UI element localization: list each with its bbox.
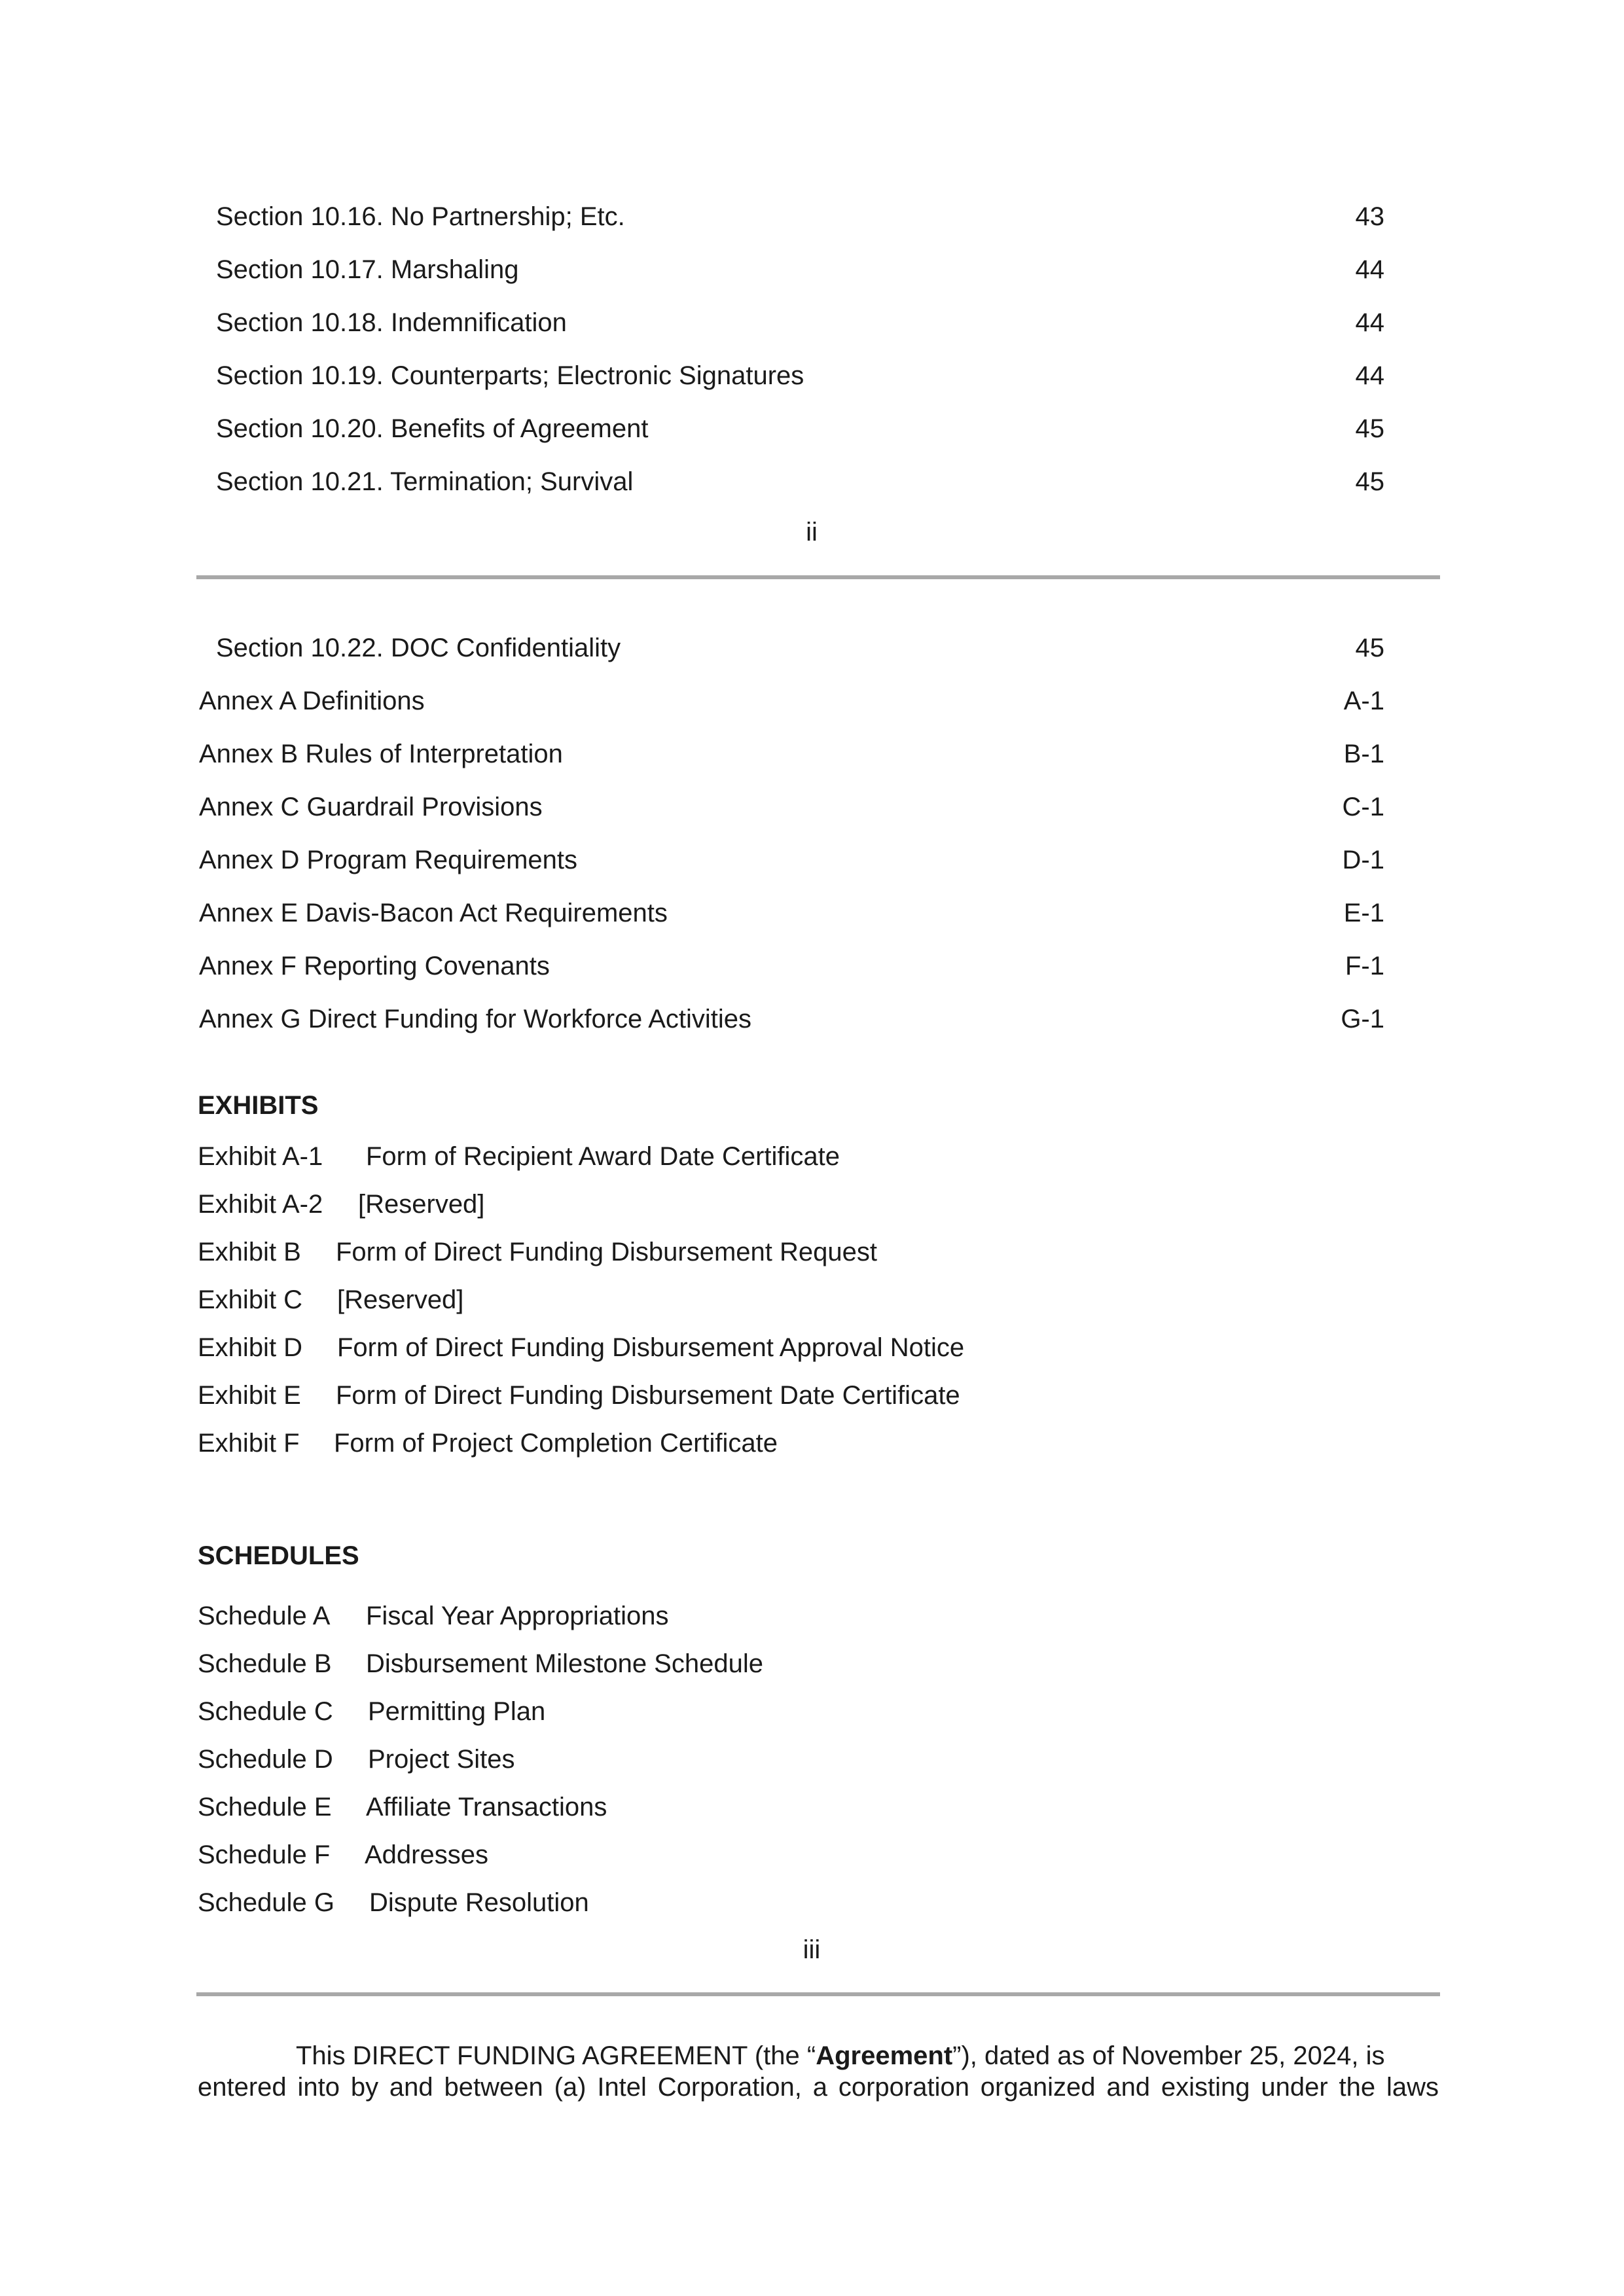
intro-text: ”), dated as of November 25, 2024, is <box>952 2041 1385 2070</box>
exhibit-item <box>198 1427 778 1459</box>
schedule-item <box>198 1648 763 1679</box>
schedules-heading: SCHEDULES <box>198 1541 359 1570</box>
toc-entry-title: Section 10.19. Counterparts; Electronic Signatures <box>216 361 804 390</box>
schedule-text: Affiliate Transactions <box>366 1793 607 1821</box>
exhibit-item <box>198 1236 877 1268</box>
exhibit-text: Form of Direct Funding Disbursement Request <box>336 1238 877 1266</box>
annex-entry-title: Annex B Rules of Interpretation <box>199 740 563 768</box>
annex-entry-title: Annex A Definitions <box>199 687 425 715</box>
exhibit-text: Form of Direct Funding Disbursement Date Certificate <box>336 1381 960 1410</box>
exhibit-item <box>198 1284 464 1316</box>
schedule-text: Fiscal Year Appropriations <box>366 1602 669 1630</box>
annex-entry-page: D-1 <box>1342 846 1384 874</box>
intro-text: This DIRECT FUNDING AGREEMENT (the “ <box>296 2041 816 2070</box>
schedule-label: Schedule C <box>198 1697 333 1726</box>
schedule-label: Schedule B <box>198 1649 332 1678</box>
schedule-text: Permitting Plan <box>368 1697 546 1726</box>
toc-entry-page: 43 <box>1355 202 1384 231</box>
intro-line <box>198 2040 1439 2072</box>
toc-entry-page: 44 <box>1355 308 1384 337</box>
schedule-item <box>198 1791 607 1823</box>
schedule-text: Addresses <box>365 1840 488 1869</box>
toc-entry-title: Section 10.21. Termination; Survival <box>216 467 634 496</box>
exhibit-label: Exhibit B <box>198 1238 301 1266</box>
defined-term: Agreement <box>816 2041 953 2070</box>
toc-entry-page: 44 <box>1355 361 1384 390</box>
annex-entry-title: Annex E Davis-Bacon Act Requirements <box>199 899 668 927</box>
exhibit-label: Exhibit D <box>198 1333 303 1362</box>
toc-entry-title: Section 10.18. Indemnification <box>216 308 567 337</box>
annex-entry-page: E-1 <box>1343 899 1384 927</box>
exhibit-text: Form of Direct Funding Disbursement Approval Notice <box>337 1333 965 1362</box>
exhibit-item <box>198 1189 485 1220</box>
page-break-rule <box>196 575 1440 579</box>
exhibit-label: Exhibit A-1 <box>198 1142 323 1171</box>
exhibit-text: [Reserved] <box>337 1285 464 1314</box>
annex-entry-page: G-1 <box>1341 1005 1384 1033</box>
annex-entry-page: F-1 <box>1345 952 1384 980</box>
annex-entry-page: A-1 <box>1343 687 1384 715</box>
schedule-item <box>198 1744 515 1775</box>
schedule-label: Schedule F <box>198 1840 331 1869</box>
toc-entry-title: Section 10.22. DOC Confidentiality <box>216 634 621 662</box>
exhibit-label: Exhibit C <box>198 1285 303 1314</box>
schedule-label: Schedule G <box>198 1888 335 1917</box>
page-break-rule <box>196 1992 1440 1996</box>
schedule-label: Schedule D <box>198 1745 333 1774</box>
schedule-item <box>198 1887 589 1918</box>
schedule-item <box>198 1696 546 1727</box>
toc-entry-title: Section 10.20. Benefits of Agreement <box>216 414 649 443</box>
exhibit-text: [Reserved] <box>358 1190 485 1219</box>
annex-entry-page: B-1 <box>1343 740 1384 768</box>
exhibit-text: Form of Project Completion Certificate <box>334 1429 778 1458</box>
toc-entry-page: 45 <box>1355 634 1384 662</box>
toc-entry-page: 45 <box>1355 414 1384 443</box>
schedule-text: Project Sites <box>368 1745 515 1774</box>
toc-entry-page: 44 <box>1355 255 1384 284</box>
exhibit-item <box>198 1141 840 1172</box>
intro-paragraph <box>198 2040 1439 2103</box>
schedule-item <box>198 1839 488 1871</box>
exhibit-label: Exhibit E <box>198 1381 301 1410</box>
annex-entry-title: Annex D Program Requirements <box>199 846 578 874</box>
schedule-label: Schedule E <box>198 1793 332 1821</box>
exhibit-label: Exhibit F <box>198 1429 300 1458</box>
schedule-item <box>198 1600 669 1632</box>
page-number: ii <box>806 518 818 547</box>
toc-entry-title: Section 10.16. No Partnership; Etc. <box>216 202 625 231</box>
annex-entry-page: C-1 <box>1342 793 1384 821</box>
intro-line: entered into by and between (a) Intel Corporation, a corporation organized and existing under the laws <box>198 2073 1439 2102</box>
exhibit-item <box>198 1380 960 1411</box>
exhibit-item <box>198 1332 965 1363</box>
annex-entry-title: Annex C Guardrail Provisions <box>199 793 543 821</box>
toc-entry-title: Section 10.17. Marshaling <box>216 255 519 284</box>
annex-entry-title: Annex F Reporting Covenants <box>199 952 550 980</box>
exhibit-label: Exhibit A-2 <box>198 1190 323 1219</box>
annex-entry-title: Annex G Direct Funding for Workforce Activities <box>199 1005 752 1033</box>
schedule-label: Schedule A <box>198 1602 331 1630</box>
schedule-text: Disbursement Milestone Schedule <box>366 1649 763 1678</box>
page-number: iii <box>803 1935 821 1964</box>
schedule-text: Dispute Resolution <box>369 1888 589 1917</box>
exhibit-text: Form of Recipient Award Date Certificate <box>366 1142 840 1171</box>
exhibits-heading: EXHIBITS <box>198 1091 319 1120</box>
toc-entry-page: 45 <box>1355 467 1384 496</box>
